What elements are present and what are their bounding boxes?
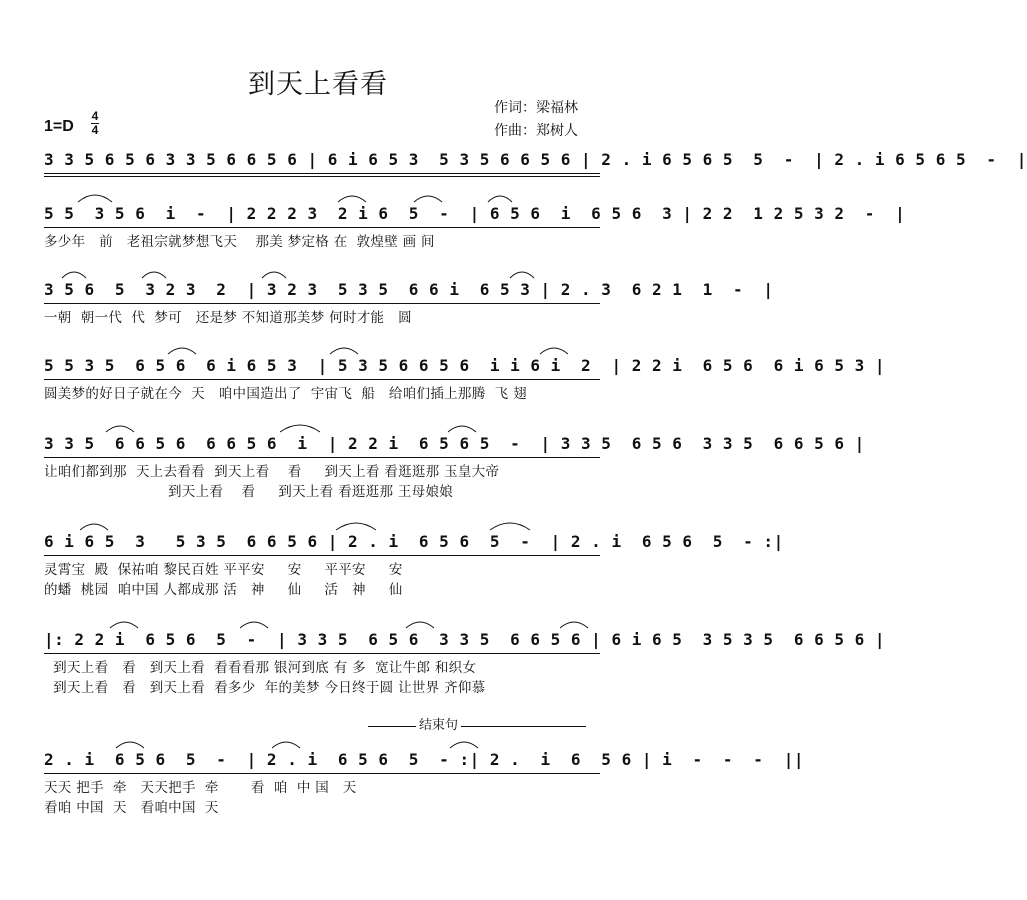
- beam-line: [44, 555, 600, 556]
- key-signature: 1=D: [44, 118, 74, 135]
- notation-line: 3 5 6 5 3 2 3 2 | 3 2 3 5 3 5 6 6 i 6 5 3 | 2 . 3 6 2 1 1 - |: [44, 280, 774, 299]
- beam-line: [44, 227, 600, 228]
- time-signature-bottom: 4: [91, 123, 99, 137]
- song-title: 到天上看看: [248, 69, 388, 100]
- lyric-line: 一朝 朝一代 代 梦可 还是梦 不知道那美梦 何时才能 圆: [44, 310, 412, 326]
- time-signature: [90, 110, 100, 137]
- beam-line: [44, 653, 600, 654]
- beam-line: [44, 176, 600, 177]
- beam-line: [44, 457, 600, 458]
- lyricist-credit: 作词：梁福林: [494, 100, 578, 116]
- beam-line: [44, 303, 600, 304]
- lyric-line: 让咱们都到那 天上去看看 到天上看 看 到天上看 看逛逛那 玉皇大帝: [44, 464, 500, 480]
- notation-line: 6 i 6 5 3 5 3 5 6 6 5 6 | 2 . i 6 5 6 5 - | 2 . i 6 5 6 5 - :|: [44, 532, 784, 551]
- coda-marker: [368, 716, 586, 736]
- lyric-line: 的蟠 桃园 咱中国 人都成那 活 神 仙 活 神 仙: [44, 582, 403, 598]
- beam-line: [44, 173, 600, 174]
- lyric-line: 多少年 前 老祖宗就梦想飞天 那美 梦定格 在 敦煌壁 画 间: [44, 234, 435, 250]
- beam-line: [44, 379, 600, 380]
- lyric-line: 灵霄宝 殿 保祐咱 黎民百姓 平平安 安 平平安 安: [44, 562, 403, 578]
- beam-line: [44, 773, 600, 774]
- coda-line: [368, 726, 586, 727]
- lyric-line: 看咱 中国 天 看咱中国 天: [44, 800, 219, 816]
- time-signature-top: 4: [91, 109, 99, 123]
- lyric-line: 到天上看 看 到天上看 看多少 年的美梦 今日终于圆 让世界 齐仰慕: [44, 680, 486, 696]
- notation-line: 3 3 5 6 6 5 6 6 6 5 6 i | 2 2 i 6 5 6 5 - | 3 3 5 6 5 6 3 3 5 6 6 5 6 |: [44, 434, 865, 453]
- lyric-line: 圆美梦的好日子就在今 天 咱中国造出了 宇宙飞 船 给咱们插上那腾 飞 翅: [44, 386, 527, 402]
- lyric-line: 到天上看 看 到天上看 看逛逛那 王母娘娘: [44, 484, 454, 500]
- composer-credit: 作曲：郑树人: [494, 123, 578, 139]
- notation-line: 5 5 3 5 6 i - | 2 2 2 3 2 i 6 5 - | 6 5 6 i 6 5 6 3 | 2 2 1 2 5 3 2 - |: [44, 204, 906, 223]
- notation-line: 3 3 5 6 5 6 3 3 5 6 6 5 6 | 6 i 6 5 3 5 3 5 6 6 5 6 | 2 . i 6 5 6 5 5 - | 2 . i 6 5 6 5 - |: [44, 150, 1027, 169]
- coda-label: 结束句: [416, 716, 461, 736]
- notation-line: 2 . i 6 5 6 5 - | 2 . i 6 5 6 5 - :| 2 . i 6 5 6 | i - - - ||: [44, 750, 804, 769]
- notation-line: 5 5 3 5 6 5 6 6 i 6 5 3 | 5 3 5 6 6 5 6 i i 6 i 2 | 2 2 i 6 5 6 6 i 6 5 3 |: [44, 356, 886, 375]
- notation-line: |: 2 2 i 6 5 6 5 - | 3 3 5 6 5 6 3 3 5 6 6 5 6 | 6 i 6 5 3 5 3 5 6 6 5 6 |: [44, 630, 886, 649]
- lyric-line: 到天上看 看 到天上看 看看看那 银河到底 有 多 宽让牛郎 和织女: [44, 660, 477, 676]
- lyric-line: 天天 把手 牵 天天把手 牵 看 咱 中 国 天: [44, 780, 357, 796]
